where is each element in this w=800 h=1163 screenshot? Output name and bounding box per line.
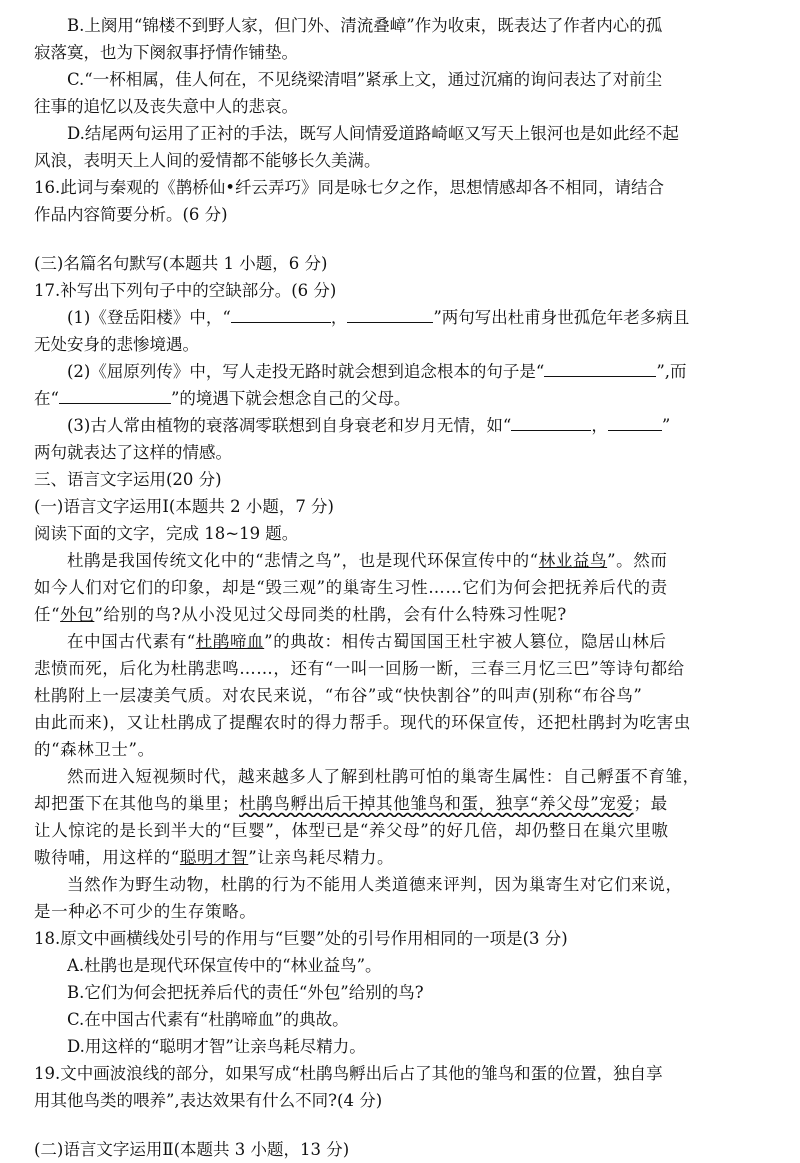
passage-line: 由此而来)，又让杜鹃成了提醒农时的得力帮手。现代的环保宣传，还把杜鹃封为吃害虫 bbox=[34, 713, 691, 732]
passage-text: ”的典故：相传古蜀国国王杜宇被人篡位，隐居山林后 bbox=[264, 632, 667, 651]
option-c-line2: 往事的追忆以及丧失意中人的悲哀。 bbox=[34, 97, 298, 116]
fill-blank[interactable] bbox=[608, 412, 662, 431]
option-d-line2: 风浪，表明天上人间的爱情都不能够长久美满。 bbox=[34, 151, 381, 170]
passage-line bbox=[34, 628, 770, 655]
part-3-heading: 三、语言文字运用(20 分) bbox=[34, 470, 222, 489]
passage-text: 任“ bbox=[34, 605, 61, 624]
passage-text: ”让亲鸟耗尽精力。 bbox=[248, 848, 395, 867]
passage-line bbox=[34, 844, 770, 871]
item-text: ”,而 bbox=[656, 362, 687, 381]
passage-line: 如今人们对它们的印象，却是“毁三观”的巢寄生习性……它们为何会把抚养后代的责 bbox=[34, 578, 668, 597]
fill-blank[interactable] bbox=[231, 304, 331, 323]
item-text: (3)古人常由植物的衰落凋零联想到自身衰老和岁月无情，如“ bbox=[67, 416, 512, 435]
question-17: 17.补写出下列句子中的空缺部分。(6 分) bbox=[34, 281, 337, 300]
section-3-heading: (三)名篇名句默写(本题共 1 小题，6 分) bbox=[34, 254, 328, 273]
fill-blank[interactable] bbox=[347, 304, 433, 323]
question-19-line2: 用其他鸟类的喂养”,表达效果有什么不同?(4 分) bbox=[34, 1091, 383, 1110]
passage-text: ”给别的鸟?从小没见过父母同类的杜鹃，会有什么特殊习性呢? bbox=[94, 605, 567, 624]
item-text: ”的境遇下就会想念自己的父母。 bbox=[170, 389, 411, 408]
item-17-3-cont: 两句就表达了这样的情感。 bbox=[34, 443, 232, 462]
item-text: ， bbox=[591, 416, 608, 435]
underlined-phrase: 杜鹃啼血 bbox=[195, 632, 265, 651]
item-text: ” bbox=[661, 416, 671, 435]
fill-blank[interactable] bbox=[544, 358, 656, 377]
item-text: 在“ bbox=[34, 389, 59, 408]
passage-line: 杜鹃附上一层凄美气质。对农民来说，“布谷”或“快快割谷”的叫声(别称“布谷鸟” bbox=[34, 686, 643, 705]
passage-text: 却把蛋下在其他鸟的巢里； bbox=[34, 794, 240, 813]
item-text: ， bbox=[330, 308, 348, 327]
option-c-line1: C.“一杯相属，佳人何在，不见绕梁清唱”紧承上文，通过沉痛的询问表达了对前尘 bbox=[67, 70, 663, 89]
fill-blank[interactable] bbox=[59, 385, 171, 404]
answer-space bbox=[34, 1114, 770, 1136]
question-16-line1: 16.此词与秦观的《鹊桥仙•纤云弄巧》同是咏七夕之作，思想情感却各不相同，请结合 bbox=[34, 178, 664, 197]
question-16-line2: 作品内容简要分析。(6 分) bbox=[34, 205, 228, 224]
passage-line: 当然作为野生动物，杜鹃的行为不能用人类道德来评判，因为巢寄生对它们来说， bbox=[67, 875, 683, 894]
underlined-phrase: 林业益鸟 bbox=[538, 551, 608, 570]
subsection-2-heading: (二)语言文字运用Ⅱ(本题共 3 小题，13 分) bbox=[34, 1140, 350, 1159]
passage-line: 悲愤而死，后化为杜鹃悲鸣……，还有“一叫一回肠一断，三春三月忆三巴”等诗句都给 bbox=[34, 659, 685, 678]
option-18-b: B.它们为何会把抚养后代的责任“外包”给别的鸟? bbox=[67, 983, 424, 1002]
item-17-1 bbox=[34, 304, 770, 331]
option-18-d: D.用这样的“聪明才智”让亲鸟耗尽精力。 bbox=[67, 1037, 366, 1056]
fill-blank[interactable] bbox=[511, 412, 591, 431]
passage-text: 杜鹃是我国传统文化中的“悲情之鸟”，也是现代环保宣传中的“ bbox=[67, 551, 539, 570]
passage-text: ”。然而 bbox=[607, 551, 668, 570]
item-17-2-cont bbox=[34, 385, 770, 412]
option-18-c: C.在中国古代素有“杜鹃啼血”的典故。 bbox=[67, 1010, 349, 1029]
passage-line: 让人惊诧的是长到半大的“巨婴”，体型已是“养父母”的好几倍，却仍整日在巢穴里嗷 bbox=[34, 821, 669, 840]
subsection-1-heading: (一)语言文字运用Ⅰ(本题共 2 小题，7 分) bbox=[34, 497, 334, 516]
wavy-underlined-phrase: 杜鹃鸟孵出后干掉其他雏鸟和蛋，独享“养父母”宠爱 bbox=[239, 794, 634, 813]
item-text: (2)《屈原列传》中，写人走投无路时就会想到追念根本的句子是“ bbox=[67, 362, 545, 381]
item-17-2 bbox=[34, 358, 770, 385]
underlined-phrase: 外包 bbox=[60, 605, 95, 624]
item-text: (1)《登岳阳楼》中，“ bbox=[67, 308, 231, 327]
passage-text: 在中国古代素有“ bbox=[67, 632, 196, 651]
question-19-line1: 19.文中画波浪线的部分，如果写成“杜鹃鸟孵出后占了其他的雏鸟和蛋的位置，独自享 bbox=[34, 1064, 663, 1083]
reading-passage bbox=[34, 547, 770, 925]
option-18-a: A.杜鹃也是现代环保宣传中的“林业益鸟”。 bbox=[67, 956, 382, 975]
question-18: 18.原文中画横线处引号的作用与“巨婴”处的引号作用相同的一项是(3 分) bbox=[34, 929, 568, 948]
passage-line bbox=[34, 790, 770, 817]
option-b-line1: B.上阕用“锦楼不到野人家，但门外、清流叠嶂”作为收束，既表达了作者内心的孤 bbox=[67, 16, 663, 35]
option-b-line2: 寂落寞，也为下阕叙事抒情作铺垫。 bbox=[34, 43, 298, 62]
passage-text: ；最 bbox=[633, 794, 668, 813]
passage-line bbox=[34, 601, 770, 628]
item-17-3 bbox=[34, 412, 770, 439]
passage-line bbox=[34, 547, 770, 574]
item-17-1-cont: 无处安身的悲惨境遇。 bbox=[34, 335, 199, 354]
passage-line: 是一种必不可少的生存策略。 bbox=[34, 902, 257, 921]
passage-line: 然而进入短视频时代，越来越多人了解到杜鹃可怕的巢寄生属性：自己孵蛋不育雏， bbox=[67, 767, 700, 786]
reading-intro: 阅读下面的文字，完成 18~19 题。 bbox=[34, 524, 299, 543]
passage-line: 的“森林卫士”。 bbox=[34, 740, 155, 759]
option-d-line1: D.结尾两句运用了正衬的手法，既写人间情爱道路崎岖又写天上银河也是如此经不起 bbox=[67, 124, 679, 143]
underlined-phrase: 聪明才智 bbox=[179, 848, 249, 867]
answer-space bbox=[34, 228, 770, 250]
item-text: ”两句写出杜甫身世孤危年老多病且 bbox=[433, 308, 690, 327]
passage-text: 嗷待哺，用这样的“ bbox=[34, 848, 180, 867]
